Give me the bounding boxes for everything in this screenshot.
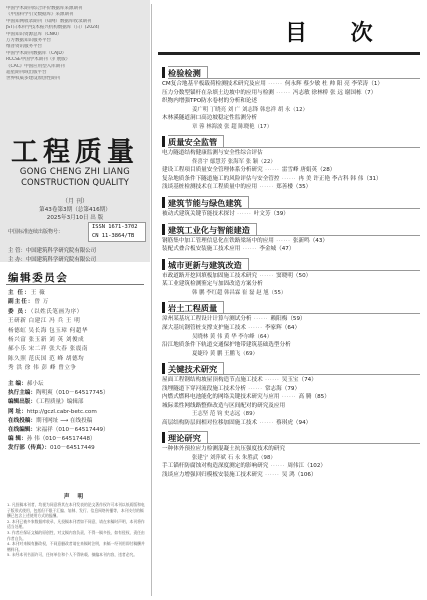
publication-date: 2025年3月10日 出 版 — [46, 215, 104, 221]
toc-section-header — [162, 301, 420, 314]
article-title-text: 装配式叠合板安装施工技术应用 — [162, 246, 241, 253]
section-marker — [162, 363, 165, 374]
article-title-text: 被动式建筑关键节能技术探讨 — [162, 210, 235, 217]
leader-dots: ······ — [279, 175, 299, 182]
leader-dots: ······ — [273, 237, 293, 244]
article-title-text: 浅谈基桩检测技术在工程质量中的应用 — [162, 184, 258, 191]
board-row — [8, 298, 148, 307]
info-label: 主 编： — [8, 381, 27, 387]
info-label: 编 辑： — [8, 436, 27, 443]
toc-section-header — [162, 362, 420, 375]
masthead-header — [0, 0, 150, 262]
section-heading: 建筑节能与绿色建筑 — [168, 196, 249, 209]
article-authors: 李家辉（64） — [264, 324, 301, 331]
toc-article-title[interactable] — [162, 393, 420, 402]
article-authors: 张新鸣（43） — [292, 237, 329, 244]
info-value: 宋福祥（010－64517449） — [35, 427, 109, 434]
article-title-text: 城际柔性网线路整修改造与区间配对的研究及应用 — [162, 402, 286, 409]
toc-article-title[interactable] — [162, 89, 420, 98]
toc-article-authors: 章 蓉 林海波 张 超 陈晓艳（17） — [192, 123, 273, 130]
board-names: （以姓氏笔画为序） — [30, 308, 83, 315]
journal-title-pinyin: GONG CHENG ZHI LIANG — [19, 166, 131, 176]
article-title-text: 浅谈应力增强回归模板安装施工技术研究 — [162, 471, 263, 478]
board-row — [8, 364, 148, 373]
info-value: 期刊网址 ⟶ 在线投稿 — [35, 417, 93, 424]
section-heading: 检验检测 — [168, 66, 208, 79]
leader-dots: ······ — [265, 81, 285, 87]
leader-dots: ······ — [240, 246, 260, 253]
article-authors: 郑善楼（35） — [276, 184, 312, 191]
index-list — [6, 6, 146, 83]
toc-article-title[interactable] — [162, 166, 420, 175]
leader-dots: ······ — [257, 419, 277, 426]
board-names: 杨德虹 吴长海 包玉璋 何超华 — [8, 327, 88, 334]
info-value: 郝小坛 — [26, 381, 44, 387]
info-row — [8, 444, 148, 453]
journal-title: 工程质量 — [11, 137, 139, 168]
section-marker — [162, 136, 165, 147]
toc-article-authors: 张建宁 刘萍斌 石 永 朱胜武（98） — [192, 454, 276, 461]
info-row — [8, 389, 148, 398]
article-title-text: 钢筋集中加工管理信息化在铁路梁场中的应用 — [162, 237, 274, 244]
toc-section-header — [162, 196, 420, 209]
toc-article-authors: 韩 鹏 李红超 韩昌霖 崔 磊 赵 旭（55） — [192, 289, 287, 296]
section-marker — [162, 432, 165, 443]
toc-section-header — [162, 223, 420, 236]
info-label: 执行主编： — [8, 390, 36, 397]
article-title-text: 屋面工程钢结构坡屋顶构造节点施工技术 — [162, 376, 263, 383]
publisher: 主 办：中国建筑科学研究院有限公司 — [8, 257, 96, 263]
info-label: 在线编辑： — [8, 427, 36, 434]
statement-title: 声 明 — [63, 494, 87, 500]
toc-article-title[interactable] — [162, 462, 420, 471]
info-label: 网 址： — [8, 408, 27, 415]
section-heading: 岩土工程质量 — [168, 301, 224, 314]
frequency: （月 刊） — [62, 198, 88, 205]
info-row — [8, 435, 148, 444]
index-line: 维普资讯服务平台 — [6, 44, 42, 50]
article-authors: 常志海（79） — [264, 385, 301, 392]
toc-article-title[interactable] — [162, 175, 420, 184]
index-line: 世界权威多建设原创性期刊 — [6, 76, 60, 82]
board-names: 曾 万 — [34, 299, 49, 306]
article-title-text: 压力分数型锚杆在杂填土边坡中的应用与检测 — [162, 89, 274, 96]
article-authors: 李金城（47） — [259, 246, 295, 253]
toc-section-header — [162, 258, 420, 271]
toc-article-authors: 夏婕玲 黄 鹏 王鹏飞（69） — [192, 350, 258, 357]
toc-section-header — [162, 431, 420, 444]
index-line: 《CAC》中国应用型入库期刊 — [6, 63, 65, 69]
editorial-board-divider — [6, 284, 144, 285]
cn-number: CN 11-3864/TB — [92, 233, 135, 239]
toc-article-title[interactable] — [162, 80, 420, 89]
board-names: 王 薇 — [30, 290, 46, 296]
section-marker — [162, 224, 165, 235]
index-line: JST日本科学技术振兴机构数据库（日）(2024) — [6, 25, 100, 31]
info-value: 《工程质量》编辑部 — [35, 399, 84, 406]
toc-article-title[interactable] — [162, 471, 420, 480]
issn-number: ISSN 1671-3702 — [92, 224, 138, 230]
statement — [7, 502, 145, 558]
toc-article-authors: 王志坚 范 钧 史志远（89） — [192, 411, 258, 418]
leader-dots: ······ — [273, 89, 293, 96]
info-value: http://gczl.cabr-betc.com — [26, 408, 97, 415]
toc-section-header — [162, 66, 420, 79]
section-heading: 质量安全监管 — [168, 135, 224, 148]
toc-article-title[interactable] — [162, 341, 420, 350]
article-authors: 窦晓明（50） — [276, 272, 312, 279]
article-title-text: 深大基坑钢管桩支撑支护施工技术 — [162, 324, 246, 331]
toc-article-title[interactable] — [162, 402, 420, 411]
leader-dots: ······ — [251, 316, 271, 323]
info-value: 010－64517449 — [49, 445, 95, 452]
board-role: 副主任： — [8, 299, 35, 306]
toc-article-title[interactable] — [162, 245, 420, 254]
leader-dots: ······ — [245, 324, 265, 331]
leader-dots: ······ — [257, 184, 277, 191]
leader-dots: ······ — [262, 167, 282, 174]
article-title-text: 复杂地质条件下隧道施工的风险评估与安全管控 — [162, 175, 280, 182]
toc-article-title[interactable] — [162, 419, 420, 428]
article-title-text: 高层结构防层间相对位移加固施工技术 — [162, 419, 258, 426]
info-row — [8, 380, 148, 389]
section-marker — [162, 302, 165, 313]
toc-article-title[interactable] — [162, 114, 420, 123]
journal-title-english: CONSTRUCTION QUALITY — [21, 177, 129, 187]
board-names: 郝小乐 宋二祥 张大春 张震南 — [8, 346, 88, 353]
volume-issue: 第43卷第3期（总第416期） — [39, 207, 111, 213]
article-authors: 周伟江（102） — [287, 463, 326, 470]
info-row — [8, 398, 148, 407]
leader-dots: ······ — [262, 376, 282, 383]
info-row — [8, 408, 148, 417]
index-line: 中国学术期刊数据库（CAJD） — [6, 50, 67, 56]
statement-paragraph: 1. 凡投稿本刊者，均视为同意将其在本刊发表的论文著作权许可本刊以纸质版和电子版形式使用，包括但不限于汇编、复制、发行、信息网络传播等，本刊支付的稿酬已包含上述使用方式的报酬。 — [7, 502, 145, 519]
column-divider — [151, 4, 152, 596]
info-row — [8, 417, 148, 426]
section-heading: 城市更新与建筑改造 — [168, 258, 249, 271]
article-title-text: 一种体外预拉应力检测混凝土抗压强度技术的研究 — [162, 446, 286, 453]
article-title-text: 漳州某基坑工程设计计算与测试分析 — [162, 316, 252, 323]
article-authors: 冯志敏 徐林桥 张 远 谢国栋（7） — [292, 89, 377, 96]
toc-article-title[interactable] — [162, 385, 420, 394]
leader-dots: ······ — [257, 272, 277, 279]
section-heading: 关键技术研究 — [168, 362, 224, 375]
article-title-text: 手工锚杆防腐蚀对构造深度测定的影响研究 — [162, 463, 269, 470]
info-label: 在线投稿： — [8, 417, 36, 424]
article-title-text: CM复合地基平板载荷检测技术研究及应用 — [162, 81, 266, 87]
info-value: 孙 伟（010－64517448） — [26, 436, 96, 443]
board-row — [8, 289, 148, 298]
editorial-board — [8, 289, 148, 374]
issn-box — [88, 222, 146, 242]
info-row — [8, 426, 148, 435]
leader-dots: ······ — [234, 210, 254, 217]
leader-dots: ······ — [268, 463, 288, 470]
statement-paragraph: 3. 作者应保证文稿的原创性，对文稿内容负责，不得一稿多投，如有侵权，责任由作者自负。 — [7, 529, 145, 541]
info-value: 陶明爽（010－64517745） — [35, 390, 109, 397]
issn-label: 中国标准连续出版物号： — [8, 229, 64, 235]
toc-article-title[interactable] — [162, 376, 420, 385]
toc-article-title[interactable] — [162, 272, 420, 281]
article-authors: 高 腾（85） — [298, 394, 330, 401]
index-line: RCCSE中国学术期刊（扩展版） — [6, 57, 71, 63]
section-marker — [162, 259, 165, 270]
board-row — [8, 355, 148, 364]
board-row — [8, 317, 148, 326]
board-row — [8, 308, 148, 317]
section-marker — [162, 67, 165, 78]
statement-paragraph: 2. 本刊已被多家数据库收录，凡投稿本刊者如不同意，请在来稿时声明，本刊将作适当处理。 — [7, 518, 145, 530]
article-authors: 何永辉 蔡少敏 杜 帅 阳 亮 李荣涛（1） — [284, 81, 383, 87]
index-line: 超星期刊域出版平台 — [6, 70, 47, 76]
toc-title-rule — [158, 52, 420, 55]
sponsor: 主 管：中国建筑科学研究院有限公司 — [8, 248, 96, 254]
article-authors: 吴玉宝（74） — [281, 376, 317, 383]
statement-paragraph: 4. 本刊对来稿有删改权，不同意删改者请在来稿时注明，来稿一经刊用即付稿酬并赠样刊。 — [7, 541, 145, 552]
article-title-text: 浅埋隧道下穿河流段施工技术分析 — [162, 385, 246, 392]
masthead-column — [0, 0, 150, 600]
toc-section-header — [162, 135, 420, 148]
toc-article-title[interactable] — [162, 149, 420, 158]
toc-article-title[interactable] — [162, 183, 420, 192]
board-role: 主 任： — [8, 290, 31, 296]
board-names: 杨兴富 张玉新 刘 英 刘俊成 — [8, 337, 85, 344]
toc-article-title[interactable] — [162, 237, 420, 246]
board-names: 秀 洪 徐 伟 彭 峰 曾立争 — [8, 365, 77, 372]
section-heading: 建筑工业化与智能建造 — [168, 223, 257, 236]
article-title-text: 某工业建筑检测鉴定与加固改造方案分析 — [162, 281, 263, 288]
board-role: 委 员： — [8, 308, 31, 315]
toc-article-title[interactable] — [162, 210, 420, 219]
leader-dots: ······ — [245, 385, 265, 392]
index-line: 《中国科学引文数据库》来源期刊 — [6, 12, 74, 18]
article-title-text: 沿江地质条件下轨道交通保护地带建筑基础选型分析 — [162, 341, 291, 348]
table-of-contents — [162, 62, 420, 480]
article-authors: 赖阳梅（59） — [270, 316, 306, 323]
toc-article-title[interactable] — [162, 315, 420, 324]
article-title-text: 建设工程项目质量安全管理体系分析研究 — [162, 167, 263, 174]
toc-article-title[interactable] — [162, 280, 420, 289]
board-row — [8, 345, 148, 354]
toc-article-authors: 佟喜宇 鄢慧芳 张海军 张 颖（22） — [192, 158, 276, 165]
info-label: 编辑出版： — [8, 399, 36, 406]
toc-article-title[interactable] — [162, 445, 420, 454]
index-line: 中国学术期刊综合评价数据库来源期刊 — [6, 6, 83, 11]
index-line: 中国知网收录期刊（知网）数据库收录期刊 — [6, 18, 92, 24]
article-authors: 雷雪峰 唐娟英（28） — [281, 167, 336, 174]
article-authors: 蔡琪虎（94） — [276, 419, 312, 426]
info-label: 发行部（传真）： — [8, 445, 50, 452]
article-authors: 吴 鸿（106） — [281, 471, 317, 478]
board-row — [8, 336, 148, 345]
toc-article-authors: 吴晓林 黄 伟 黄 华 李尔峰（64） — [192, 333, 273, 340]
article-title-text: 市政道路开挖回填板加固施工技术研究 — [162, 272, 258, 279]
leader-dots: ······ — [279, 394, 299, 401]
section-heading: 理论研究 — [168, 431, 208, 444]
leader-dots: ······ — [262, 471, 282, 478]
article-title-text: 电力隧道结构健康监测与安全性综合评估 — [162, 150, 263, 157]
toc-article-authors: 姜广明 丁晓亮 刘 广 刘志锋 韩忠祥 胡 永（12） — [192, 106, 308, 113]
section-marker — [162, 197, 165, 208]
article-title-text: 木林溪隧道洞口高边坡稳定性监测分析 — [162, 115, 258, 122]
article-authors: 叶文芳（39） — [253, 210, 289, 217]
index-line: 中国知识资源总库（CNKI） — [6, 31, 62, 37]
article-title-text: 织物内增强TPO防水卷材的分析和论述 — [162, 98, 258, 105]
toc-title: 目 次 — [285, 21, 391, 46]
editorial-info — [8, 380, 148, 454]
board-row — [8, 327, 148, 336]
statement-paragraph: 5. 未经本刊书面许可，任何单位和个人不得转载、摘编本刊内容，违者必究。 — [7, 552, 138, 558]
index-line: 万方数据知识服务平台 — [6, 38, 51, 44]
article-title-text: 内燃式燃料电池能化的网络关键技术研究与应用 — [162, 394, 280, 401]
article-authors: 冉 美 许正艳 李占科 韩 伟（31） — [298, 175, 382, 182]
toc-article-title[interactable] — [162, 97, 420, 106]
board-names: 陈久照 范庆国 范 峰 胡德均 — [8, 355, 85, 362]
editorial-board-title: 编辑委员会 — [8, 272, 69, 284]
board-names: 王研新 白建江 冯 兵 王 明 — [8, 318, 81, 325]
toc-article-title[interactable] — [162, 324, 420, 333]
